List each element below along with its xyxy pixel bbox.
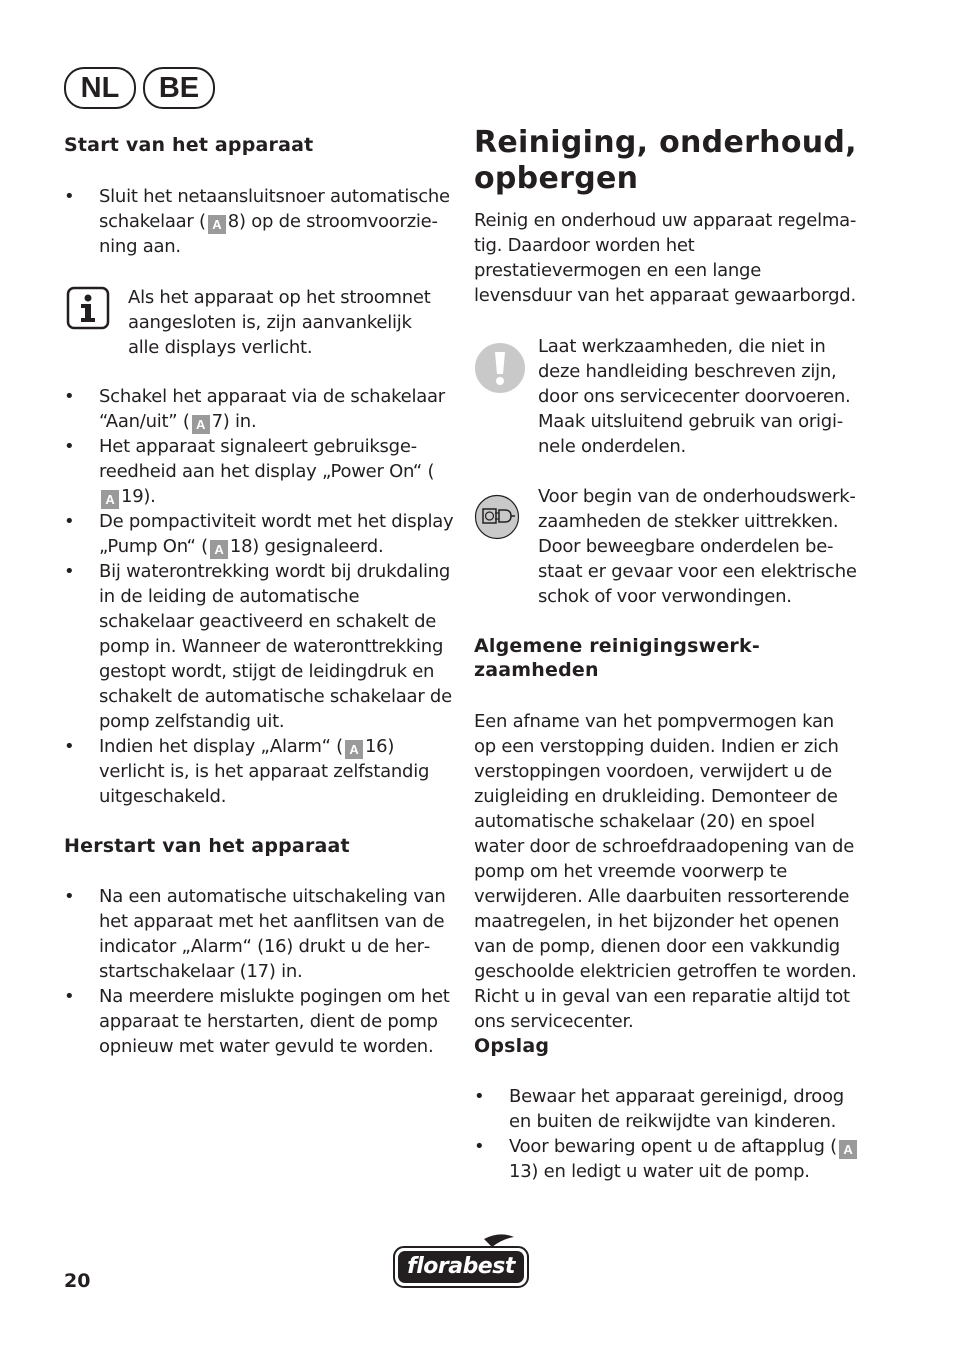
- list-item-text: Sluit het netaansluitsnoer automatische schakelaar ( A 8) op de stroomvoorziening aan.: [99, 186, 450, 257]
- bullet-icon: •: [64, 986, 75, 1007]
- figure-a-badge: A: [839, 1140, 857, 1159]
- unplug-icon: [474, 494, 520, 540]
- warning-note: Laat werkzaamheden, die niet in deze handleiding beschreven zijn, door ons servicecenter doorvoeren. Maak uitsluitend gebruik van originele onderdelen.: [538, 336, 851, 457]
- page-number: 20: [64, 1270, 91, 1292]
- list-item-text: Bewaar het apparaat gereinigd, droog en buiten de reikwijdte van kinderen.: [509, 1086, 844, 1132]
- bullet-icon: •: [64, 436, 75, 457]
- bullet-icon: •: [64, 561, 75, 582]
- list-item-text: Indien het display „Alarm“ ( A 16) verlicht is, is het apparaat zelfstandig uitgeschakeld.: [99, 736, 430, 807]
- intro-text: Reinig en onderhoud uw apparaat regelmatig. Daardoor worden het prestatievermogen en een lange levensduur van het apparaat gewaarborgd.: [474, 210, 857, 306]
- list-item-text: De pompactiviteit wordt met het display „Pump On“ ( A 18) gesignaleerd.: [99, 511, 454, 557]
- figure-a-badge: A: [192, 415, 210, 434]
- bullet-icon: •: [64, 736, 75, 757]
- title-line-2: opbergen: [474, 161, 639, 196]
- bullet-icon: •: [64, 886, 75, 907]
- list-item-text: Bij waterontrekking wordt bij drukdaling in de leiding de automatische schakelaar geactiveerd en schakelt de pomp in. Wanneer de wateronttrekking gestopt wordt, stijgt de leidingdruk en schakelt de automatische schakelaar de pomp zelfstandig uit.: [99, 561, 452, 732]
- general-heading-line-2: zaamheden: [474, 659, 599, 681]
- bullet-icon: •: [64, 186, 75, 207]
- general-heading: [474, 634, 864, 682]
- bullet-icon: •: [64, 386, 75, 407]
- figure-a-badge: A: [208, 215, 226, 234]
- page-title: [474, 125, 864, 197]
- right-column: [474, 0, 864, 1354]
- warning-icon: [474, 342, 526, 394]
- left-column: [64, 0, 454, 1354]
- info-icon: [66, 286, 110, 330]
- list-item-text: Schakel het apparaat via de schakelaar “Aan/uit” ( A 7) in.: [99, 386, 445, 432]
- list-item-text: Na meerdere mislukte pogingen om het apparaat te herstarten, dient de pomp opnieuw met water gevuld te worden.: [99, 986, 450, 1057]
- list-item-text: Voor bewaring opent u de aftapplug ( A13) en ledigt u water uit de pomp.: [509, 1134, 864, 1184]
- general-heading-line-1: Algemene reinigingswerk-: [474, 635, 760, 657]
- figure-a-badge: A: [101, 490, 119, 509]
- bullet-icon: •: [474, 1086, 485, 1107]
- title-line-1: Reiniging, onderhoud,: [474, 125, 857, 160]
- restart-heading: Herstart van het apparaat: [64, 835, 350, 857]
- logo-text: florabest: [407, 1254, 515, 1279]
- info-note: Als het apparaat op het stroomnet aangesloten is, zijn aanvankelijk alle displays verlicht.: [128, 287, 431, 358]
- storage-heading: Opslag: [474, 1035, 550, 1057]
- general-text: Een afname van het pompvermogen kan op een verstopping duiden. Indien er zich verstoppingen voordoen, verwijdert u de zuigleiding en drukleiding. Demonteer de automatische schakelaar (20) en spoel water door de schroefdraadopening van de pomp om het vreemde voorwerp te verwijderen. Alle daarbuiten ressorterende maatregelen, in het bijzonder het openen van de pomp, dienen door een vakkundig geschoolde elektricien getroffen te worden. Richt u in geval van een reparatie altijd tot ons servicecenter.: [474, 711, 857, 1032]
- bullet-icon: •: [64, 511, 75, 532]
- figure-a-badge: A: [210, 540, 228, 559]
- list-item-text: Het apparaat signaleert gebruiksgereedheid aan het display „Power On“ (A 19).: [99, 436, 435, 507]
- lang-tag-nl: NL: [64, 67, 136, 109]
- figure-a-badge: A: [345, 740, 363, 759]
- unplug-note: Voor begin van de onderhoudswerkzaamheden de stekker uittrekken. Door beweegbare onderdelen bestaat er gevaar voor een elektrische schok of voor verwondingen.: [538, 486, 857, 607]
- bullet-icon: •: [474, 1136, 485, 1157]
- start-heading: Start van het apparaat: [64, 134, 314, 156]
- lang-tag-be: BE: [143, 67, 215, 109]
- list-item-text: Na een automatische uitschakeling van het apparaat met het aanflitsen van de indicator „Alarm“ (16) drukt u de herstartschakelaar (17) in.: [99, 886, 446, 982]
- brand-logo: [392, 1233, 532, 1295]
